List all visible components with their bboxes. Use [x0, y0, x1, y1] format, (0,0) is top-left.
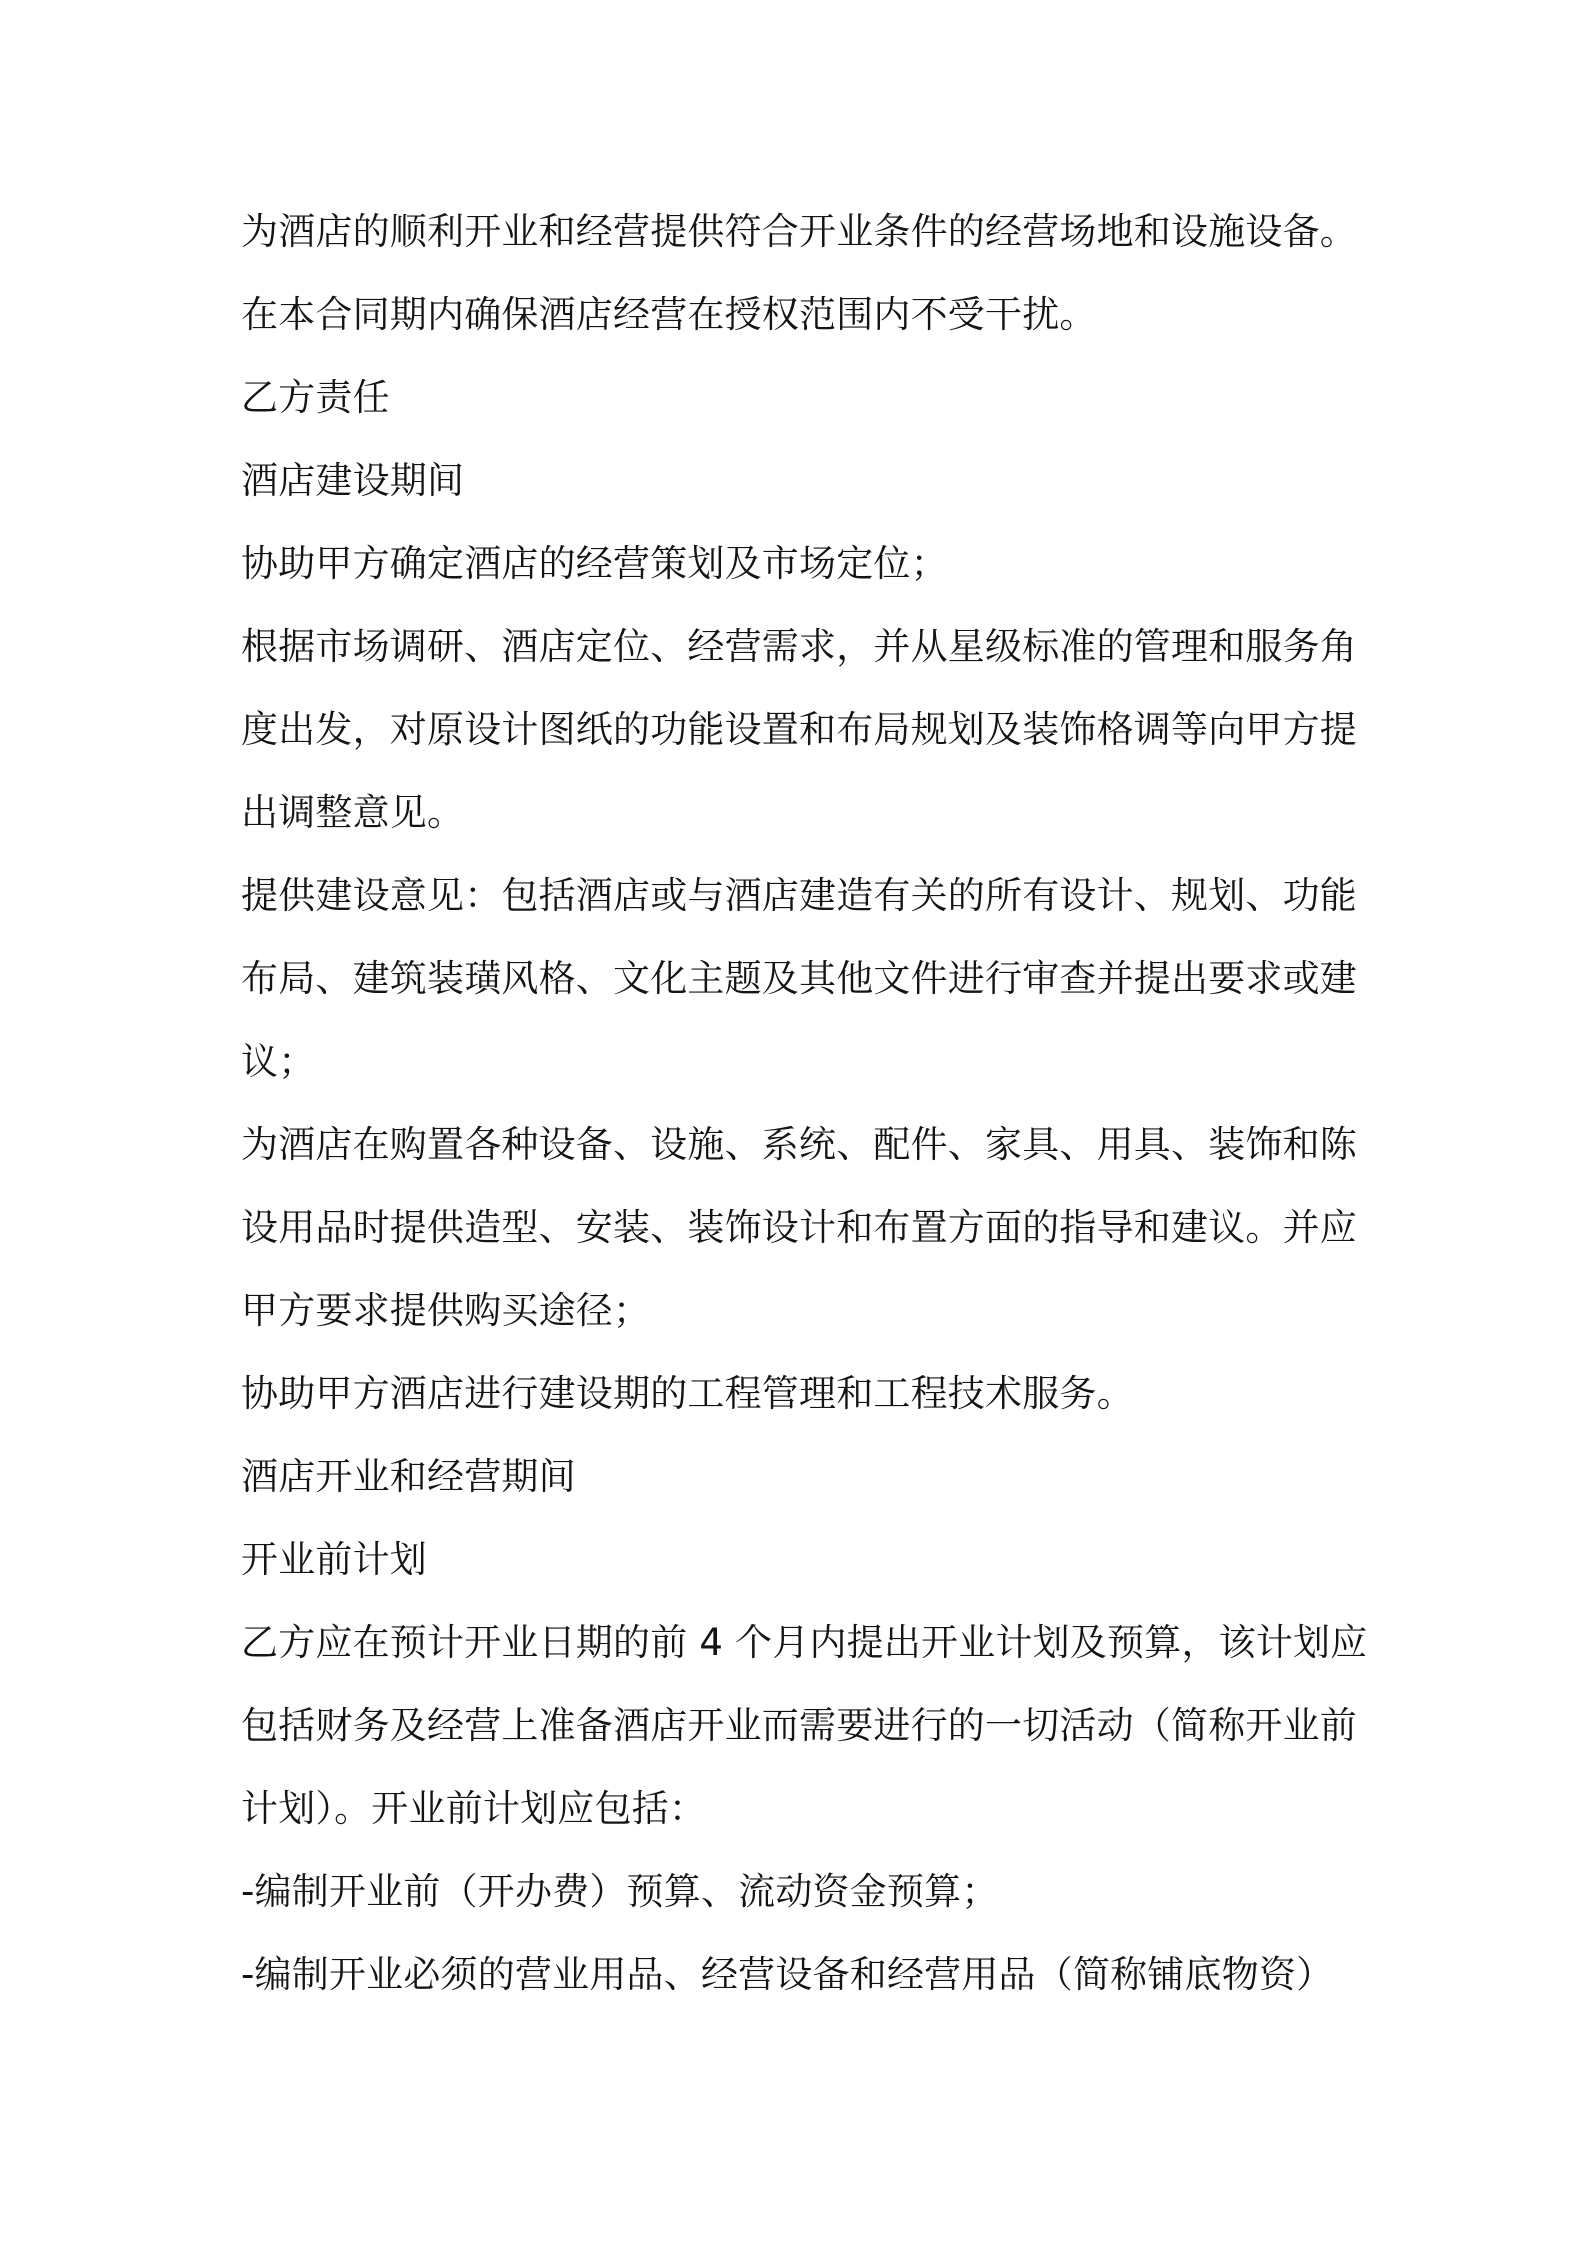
- paragraph-line: 在本合同期内确保酒店经营在授权范围内不受干扰。: [241, 293, 1097, 336]
- paragraph-line: 甲方要求提供购买途径；: [241, 1289, 651, 1332]
- document-body: [241, 190, 1368, 2016]
- paragraph-line: 为酒店在购置各种设备、设施、系统、配件、家具、用具、装饰和陈: [241, 1123, 1357, 1166]
- paragraph-line: 提供建设意见：包括酒店或与酒店建造有关的所有设计、规划、功能: [241, 874, 1357, 917]
- list-item: -编制开业前（开办费）预算、流动资金预算；: [241, 1870, 999, 1913]
- paragraph-line: 设用品时提供造型、安装、装饰设计和布置方面的指导和建议。并应: [241, 1206, 1357, 1249]
- subsection-heading: 酒店开业和经营期间: [241, 1455, 576, 1498]
- paragraph-line: 乙方应在预计开业日期的前 4 个月内提出开业计划及预算，该计划应: [241, 1621, 1368, 1664]
- paragraph-line: 为酒店的顺利开业和经营提供符合开业条件的经营场地和设施设备。: [241, 210, 1357, 253]
- list-item: -编制开业必须的营业用品、经营设备和经营用品（简称铺底物资）: [241, 1953, 1334, 1996]
- paragraph-line: 布局、建筑装璜风格、文化主题及其他文件进行审查并提出要求或建: [241, 957, 1357, 1000]
- paragraph-line: 度出发，对原设计图纸的功能设置和布局规划及装饰格调等向甲方提: [241, 708, 1357, 751]
- section-heading: 乙方责任: [241, 376, 390, 419]
- paragraph-line: 出调整意见。: [241, 791, 465, 834]
- paragraph-line: 议；: [241, 1040, 316, 1083]
- subsection-heading: 酒店建设期间: [241, 459, 465, 502]
- paragraph-line: 计划）。开业前计划应包括：: [241, 1787, 707, 1830]
- paragraph-line: 包括财务及经营上准备酒店开业而需要进行的一切活动（简称开业前: [241, 1704, 1357, 1747]
- paragraph-line: 根据市场调研、酒店定位、经营需求，并从星级标准的管理和服务角: [241, 625, 1357, 668]
- paragraph-line: 协助甲方酒店进行建设期的工程管理和工程技术服务。: [241, 1372, 1134, 1415]
- paragraph-line: 协助甲方确定酒店的经营策划及市场定位；: [241, 542, 948, 585]
- subsection-heading: 开业前计划: [241, 1538, 427, 1581]
